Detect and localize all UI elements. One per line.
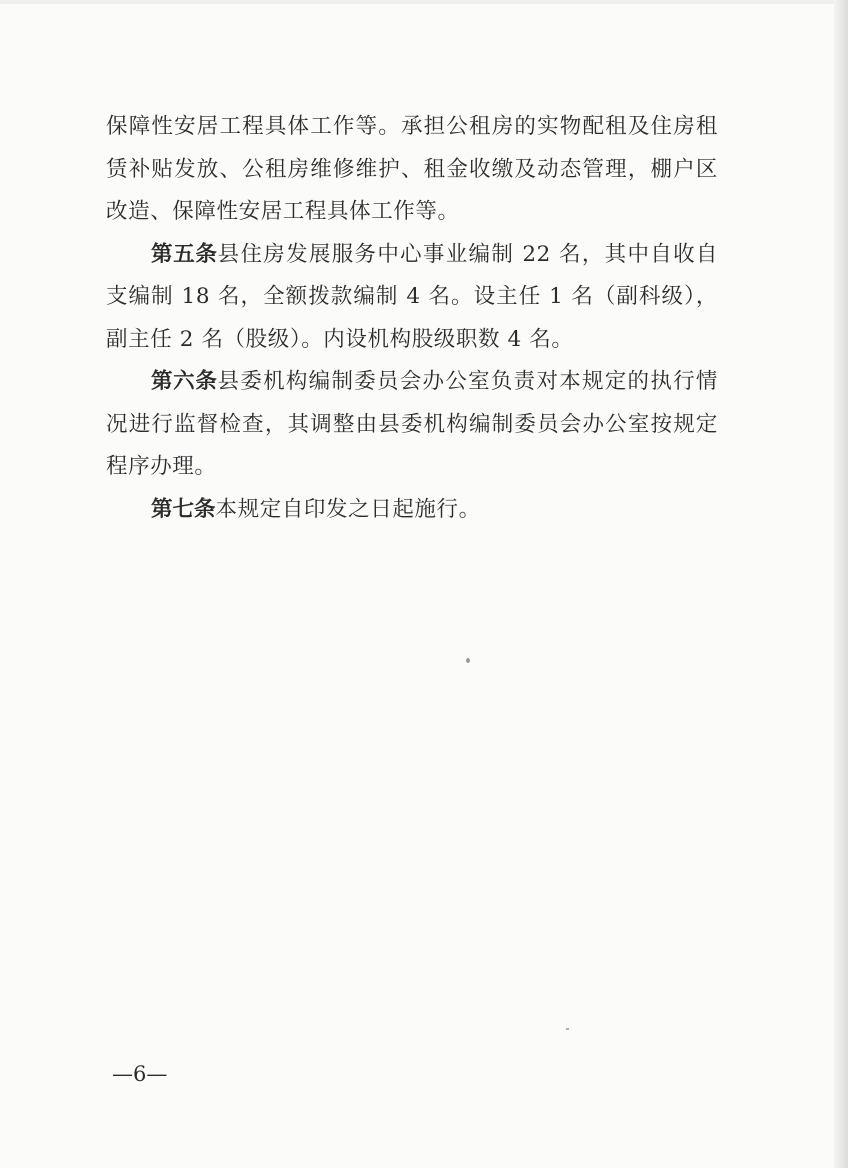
article-7: [106, 489, 718, 532]
article-7-label: 第七条: [151, 496, 216, 522]
scan-speck: [566, 1028, 569, 1030]
continuation-paragraph: 保障性安居工程具体工作等。承担公租房的实物配租及住房租赁补贴发放、公租房维修维护、租金收缴及动态管理，棚户区改造、保障性安居工程具体工作等。: [106, 114, 718, 224]
scan-edge-top: [0, 0, 848, 4]
scan-edge-right: [834, 0, 848, 1168]
page-number: —6—: [112, 1062, 168, 1086]
document-body: [106, 106, 718, 531]
article-6-label: 第六条: [151, 369, 218, 394]
scan-speck: [466, 658, 470, 663]
article-7-text: 本规定自印发之日起施行。: [215, 496, 481, 522]
article-5-label: 第五条: [151, 241, 218, 267]
article-5: [106, 234, 718, 362]
article-5-text: 县住房发展服务中心事业编制 22 名，其中自收自支编制 18 名，全额拨款编制 4 名。设主任 1 名（副科级），副主任 2 名（股级）。内设机构股级职数 4 名。: [106, 241, 718, 352]
article-6-text: 县委机构编制委员会办公室负责对本规定的执行情况进行监督检查，其调整由县委机构编制委员会办公室按规定程序办理。: [106, 369, 718, 479]
article-6: [106, 361, 718, 489]
